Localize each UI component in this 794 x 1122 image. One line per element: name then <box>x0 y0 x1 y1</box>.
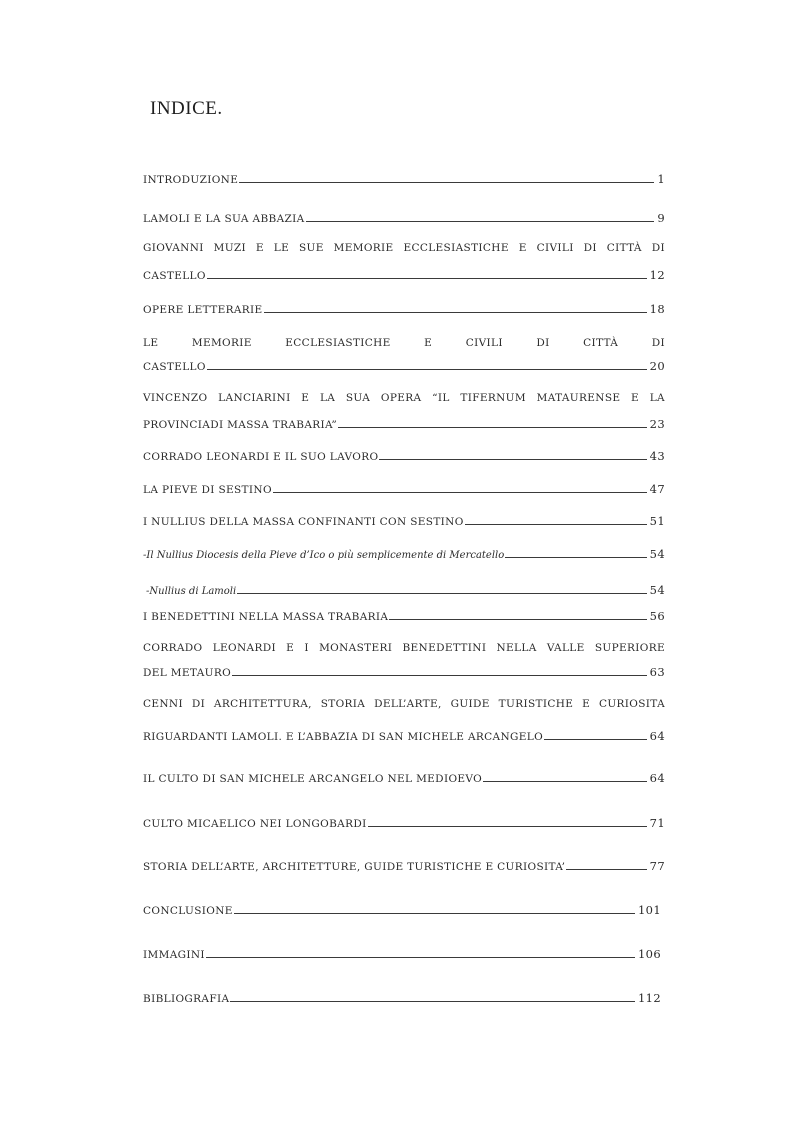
leader-line <box>544 729 647 740</box>
leader-line <box>234 903 635 914</box>
entry-title: CORRADO LEONARDI E IL SUO LAVORO <box>143 451 379 463</box>
leader-line <box>338 417 647 428</box>
leader-line <box>237 583 646 594</box>
toc-entry <box>143 336 665 374</box>
entry-title: CASTELLO <box>143 270 206 282</box>
entry-title: I NULLIUS DELLA MASSA CONFINANTI CON SESTINO <box>143 516 464 528</box>
toc-subentry <box>143 547 665 563</box>
page-number: 54 <box>649 547 665 561</box>
entry-title: IL CULTO DI SAN MICHELE ARCANGELO NEL MEDIOEVO <box>143 773 483 785</box>
leader-line <box>264 302 647 313</box>
entry-title: IMMAGINI <box>143 949 205 961</box>
leader-line <box>389 609 646 620</box>
entry-title: RIGUARDANTI LAMOLI. E L’ABBAZIA DI SAN MICHELE ARCANGELO <box>143 731 544 743</box>
entry-title: BIBLIOGRAFIA <box>143 993 230 1005</box>
page-number: 51 <box>649 514 665 528</box>
leader-line <box>273 482 647 493</box>
page-number: 43 <box>649 449 665 463</box>
entry-title-line: CENNI DI ARCHITETTURA, STORIA DELL’ARTE, GUIDE TURISTICHE E CURIOSITA <box>143 698 665 710</box>
leader-line <box>206 947 635 958</box>
leader-line <box>239 172 654 183</box>
entry-title: OPERE LETTERARIE <box>143 304 263 316</box>
leader-line <box>207 359 647 370</box>
leader-line <box>465 514 647 525</box>
toc-entry <box>143 697 665 711</box>
toc-entry <box>143 816 665 831</box>
toc-entry <box>143 302 665 317</box>
page-number: 54 <box>649 583 665 597</box>
leader-line <box>505 547 646 558</box>
leader-line <box>306 211 655 222</box>
entry-title-line: VINCENZO LANCIARINI E LA SUA OPERA “IL TIFERNUM MATAURENSE E LA <box>143 392 665 404</box>
entry-title: CONCLUSIONE <box>143 905 233 917</box>
toc-entry <box>143 771 665 786</box>
toc-entry <box>143 991 661 1006</box>
entry-title: CULTO MICAELICO NEI LONGOBARDI <box>143 818 367 830</box>
entry-title: -Nullius di Lamoli <box>146 586 237 597</box>
toc-entry <box>143 514 665 529</box>
leader-line <box>232 665 647 676</box>
entry-title: CASTELLO <box>143 361 206 373</box>
toc-entry <box>143 391 665 432</box>
entry-title: PROVINCIADI MASSA TRABARIA” <box>143 419 338 431</box>
leader-line <box>230 991 635 1002</box>
page-number: 101 <box>638 903 661 917</box>
entry-title: LA PIEVE DI SESTINO <box>143 484 272 496</box>
entry-title-line: CORRADO LEONARDI E I MONASTERI BENEDETTINI NELLA VALLE SUPERIORE <box>143 642 665 654</box>
entry-title: INTRODUZIONE <box>143 174 239 186</box>
page-number: 106 <box>638 947 661 961</box>
toc-entry <box>143 947 661 962</box>
toc-entry <box>143 211 665 226</box>
entry-title: DEL METAURO <box>143 667 232 679</box>
toc-entry <box>143 859 665 874</box>
toc-entry <box>143 903 661 918</box>
toc-entry <box>143 609 665 624</box>
leader-line <box>566 859 646 870</box>
toc-entry <box>143 482 665 497</box>
page-number: 64 <box>649 771 665 785</box>
toc-entry <box>143 729 665 744</box>
toc-entry <box>143 172 665 187</box>
page-number: 63 <box>649 665 665 679</box>
entry-title: STORIA DELL’ARTE, ARCHITETTURE, GUIDE TURISTICHE E CURIOSITA’ <box>143 861 566 873</box>
entry-title-line: LE MEMORIE ECCLESIASTICHE E CIVILI DI CITTÀ DI <box>143 337 665 349</box>
page-number: 12 <box>649 268 665 282</box>
page-number: 112 <box>638 991 661 1005</box>
toc-subentry <box>143 583 665 599</box>
entry-title: I BENEDETTINI NELLA MASSA TRABARIA <box>143 611 389 623</box>
page-number: 1 <box>657 172 665 186</box>
page-number: 23 <box>649 417 665 431</box>
page-title: INDICE. <box>150 98 223 119</box>
leader-line <box>207 268 647 279</box>
leader-line <box>379 449 646 460</box>
page-number: 20 <box>649 359 665 373</box>
page-number: 47 <box>649 482 665 496</box>
page-number: 64 <box>649 729 665 743</box>
entry-title: -Il Nullius Diocesis della Pieve d’Ico o più semplicemente di Mercatello <box>143 550 505 561</box>
toc-entry <box>143 449 665 464</box>
page-number: 71 <box>649 816 665 830</box>
page-number: 56 <box>649 609 665 623</box>
toc-entry <box>143 241 665 283</box>
toc-entry <box>143 641 665 680</box>
entry-title: LAMOLI E LA SUA ABBAZIA <box>143 213 305 225</box>
entry-title-line: GIOVANNI MUZI E LE SUE MEMORIE ECCLESIASTICHE E CIVILI DI CITTÀ DI <box>143 242 665 254</box>
page-number: 18 <box>649 302 665 316</box>
leader-line <box>368 816 647 827</box>
leader-line <box>483 771 647 782</box>
page-number: 9 <box>657 211 665 225</box>
page-number: 77 <box>649 859 665 873</box>
